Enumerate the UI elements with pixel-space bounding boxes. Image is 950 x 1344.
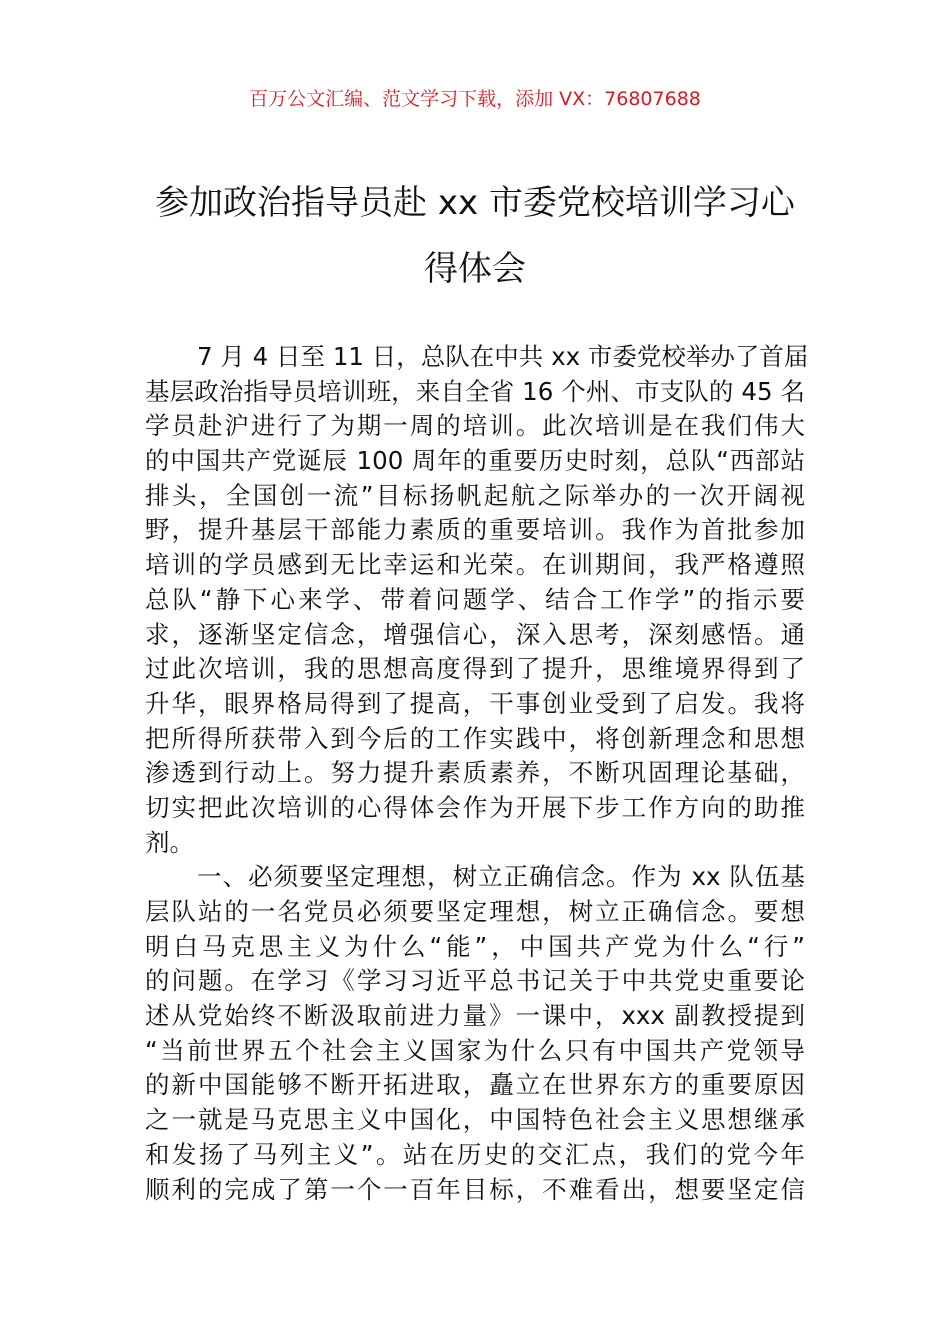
text-line: 过此次培训，我的思想高度得到了提升，思维境界得到了	[145, 654, 805, 684]
text-line: 一、必须要坚定理想，树立正确信念。作为 xx 队伍基	[197, 862, 805, 892]
document-body	[145, 340, 809, 1207]
text-line: 顺利的完成了第一个一百年目标，不难看出，想要坚定信	[145, 1174, 805, 1204]
watermark-header: 百万公文汇编、范文学习下载，添加 VX：76807688	[249, 88, 701, 110]
text-line: 的问题。在学习《学习习近平总书记关于中共党史重要论	[145, 966, 805, 996]
text-line: 7 月 4 日至 11 日，总队在中共 xx 市委党校举办了首届	[197, 342, 809, 371]
text-line: “当前世界五个社会主义国家为什么只有中国共产党领导	[145, 1035, 805, 1065]
text-line: 渗透到行动上。努力提升素质素养，不断巩固理论基础，	[145, 758, 805, 788]
paragraph	[145, 860, 805, 1207]
text-line: 述从党始终不断汲取前进力量》一课中，xxx 副教授提到	[145, 1001, 805, 1031]
text-line: 之一就是马克思主义中国化，中国特色社会主义思想继承	[145, 1105, 805, 1135]
document-title	[140, 170, 810, 302]
text-line: 学员赴沪进行了为期一周的培训。此次培训是在我们伟大	[145, 411, 805, 441]
text-line: 培训的学员感到无比幸运和光荣。在训期间，我严格遵照	[145, 550, 805, 580]
text-line: 总队“静下心来学、带着问题学、结合工作学”的指示要	[145, 584, 805, 614]
text-line: 排头，全国创一流”目标扬帆起航之际举办的一次开阔视	[145, 480, 805, 510]
text-line: 升华，眼界格局得到了提高，干事创业受到了启发。我将	[145, 688, 805, 718]
text-line: 基层政治指导员培训班，来自全省 16 个州、市支队的 45 名	[145, 376, 805, 406]
text-line: 把所得所获带入到今后的工作实践中，将创新理念和思想	[145, 723, 805, 753]
text-line: 的新中国能够不断开拓进取，矗立在世界东方的重要原因	[145, 1070, 805, 1100]
paragraph	[145, 340, 809, 860]
text-line: 切实把此次培训的心得体会作为开展下步工作方向的助推	[145, 792, 805, 822]
text-line: 明白马克思主义为什么“能”，中国共产党为什么“行”	[145, 931, 805, 961]
title-line: 参加政治指导员赴 xx 市委党校培训学习心	[155, 183, 795, 223]
text-line: 和发扬了马列主义”。站在历史的交汇点，我们的党今年	[145, 1139, 805, 1169]
text-line: 层队站的一名党员必须要坚定理想，树立正确信念。要想	[145, 897, 805, 926]
text-line: 的中国共产党诞辰 100 周年的重要历史时刻，总队“西部站	[145, 446, 805, 476]
text-line: 剂。	[145, 827, 194, 857]
title-line: 得体会	[424, 249, 526, 289]
text-line: 求，逐渐坚定信念，增强信心，深入思考，深刻感悟。通	[145, 619, 805, 649]
text-line: 野，提升基层干部能力素质的重要培训。我作为首批参加	[145, 515, 805, 545]
